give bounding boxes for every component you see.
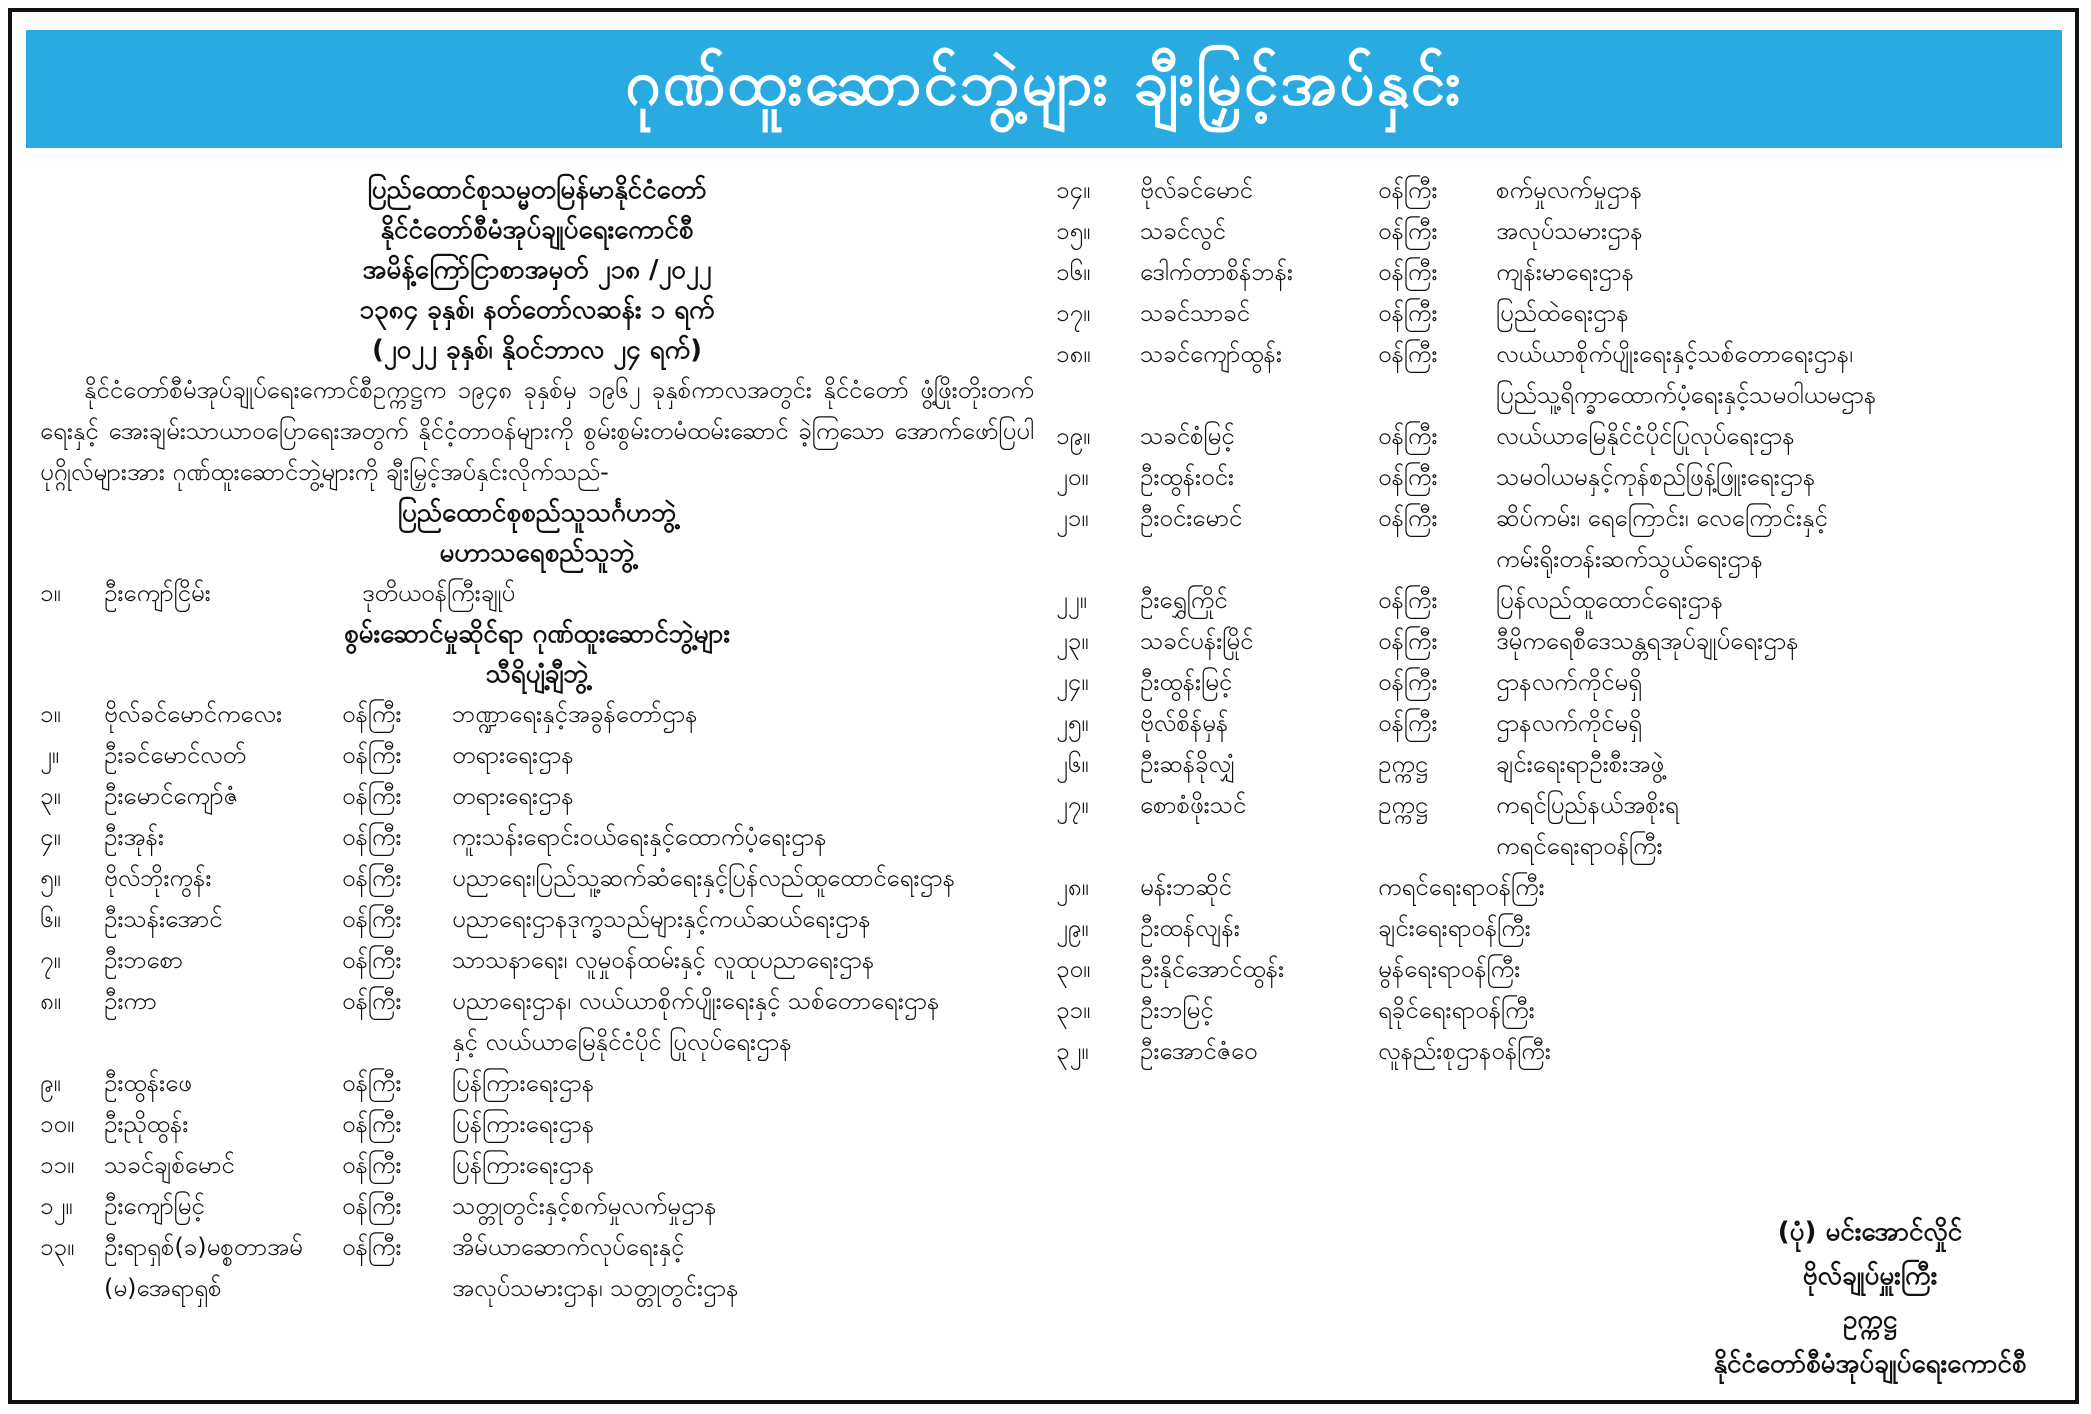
item-number: ၁၅။ [1056, 217, 1091, 245]
item-number: ၂၆။ [1056, 750, 1089, 778]
item-rank: ဝန်ကြီး [342, 741, 402, 769]
item-number: ၂၁။ [1056, 504, 1089, 532]
item-rank: ဝန်ကြီး [342, 946, 402, 974]
item-number: ၁၆။ [1056, 258, 1091, 286]
item-portfolio: ကူးသန်းရောင်းဝယ်ရေးနှင့်ထောက်ပံ့ရေးဌာန [452, 823, 827, 851]
item-portfolio-continuation: ကမ်းရိုးတန်းဆက်သွယ်ရေးဌာန [1496, 545, 1763, 573]
list-item [32, 1063, 1042, 1104]
item-rank: ဝန်ကြီး [1378, 422, 1438, 450]
item-portfolio: ပြန်ကြားရေးဌာန [452, 1151, 595, 1179]
list-item [1048, 867, 2058, 908]
item-portfolio: လူနည်းစုဌာနဝန်ကြီး [1378, 1037, 1551, 1065]
header-line: ၁၃၈၄ ခုနှစ်၊ နတ်တော်လဆန်း ၁ ရက် [359, 295, 715, 325]
item-portfolio: သမဝါယမနှင့်ကုန်စည်ဖြန့်ဖြူးရေးဌာန [1496, 463, 1816, 491]
item-portfolio: တရားရေးဌာန [452, 782, 574, 810]
item-portfolio: ပြန်ကြားရေးဌာန [452, 1069, 595, 1097]
item-portfolio: ပြည်ထဲရေးဌာန [1496, 299, 1629, 327]
item-rank: ဥက္ကဋ္ဌ [1378, 750, 1428, 778]
list-item [32, 735, 1042, 776]
item-name: မန်းဘဆိုင် [1140, 873, 1232, 901]
section2-subheading: သီရိပျံ့ချီဘွဲ့ [485, 659, 589, 689]
item-number: ၂၂။ [1056, 586, 1087, 614]
item-number: ၈။ [40, 987, 61, 1015]
item-number: ၁။ [40, 700, 61, 728]
item-name: ဦးရွှေကြိုင် [1140, 586, 1228, 614]
item-portfolio: ကရင်ရေးရာဝန်ကြီး [1378, 873, 1545, 901]
item-rank: ဝန်ကြီး [1378, 258, 1438, 286]
item-portfolio-continuation: ကရင်ရေးရာဝန်ကြီး [1496, 832, 1663, 860]
item-portfolio: မွန်ရေးရာဝန်ကြီး [1378, 955, 1521, 983]
item-number: ၁၃။ [40, 1233, 75, 1261]
item-name: ဦးဆန်ခိုလျှံ [1140, 750, 1236, 778]
item-name: သခင်ပန်းမြိုင် [1140, 627, 1254, 655]
item-name: ဦးနိုင်အောင်ထွန်း [1140, 955, 1285, 983]
item-portfolio: လယ်ယာစိုက်ပျိုးရေးနှင့်သစ်တောရေးဌာန၊ [1496, 340, 1853, 368]
item-rank: ဝန်ကြီး [342, 864, 402, 892]
list-item [32, 1227, 1042, 1268]
item-portfolio: ဘဏ္ဍာရေးနှင့်အခွန်တော်ဌာန [452, 700, 698, 728]
item-name: ဗိုလ်ခင်မောင် [1140, 176, 1253, 204]
list-item [1048, 498, 2058, 539]
item-rank: ဝန်ကြီး [342, 987, 402, 1015]
item-portfolio: ချင်းရေးရာဦးစီးအဖွဲ့ [1496, 750, 1664, 778]
item-name: ဦးထွန်းဝင်း [1140, 463, 1235, 491]
list-item [1048, 662, 2058, 703]
item-rank: ဝန်ကြီး [1378, 176, 1438, 204]
list-item [32, 858, 1042, 899]
item-name: ဦးခင်မောင်လတ် [104, 741, 247, 769]
header-line: နိုင်ငံတော်စီမံအုပ်ချုပ်ရေးကောင်စီ [380, 215, 694, 245]
item-portfolio: အိမ်ယာဆောက်လုပ်ရေးနှင့် [452, 1233, 685, 1261]
item-portfolio: စက်မှုလက်မှုဌာန [1496, 176, 1642, 204]
list-item [1048, 744, 2058, 785]
item-portfolio: တရားရေးဌာန [452, 741, 574, 769]
item-rank: ဝန်ကြီး [342, 1151, 402, 1179]
item-name: ဦးညိုထွန်း [104, 1110, 189, 1138]
item-portfolio: ကျန်းမာရေးဌာန [1496, 258, 1634, 286]
item-rank: ဝန်ကြီး [342, 1233, 402, 1261]
item-name: စောစံဖိုးသင် [1140, 791, 1247, 819]
item-rank: ဝန်ကြီး [1378, 586, 1438, 614]
item-name: ဗိုလ်ခင်မောင်ကလေး [104, 700, 283, 728]
item-portfolio: ဌာနလက်ကိုင်မရှိ [1496, 709, 1642, 737]
item-name: ဦးကာ [104, 987, 157, 1015]
list-item [32, 694, 1042, 735]
list-item [1048, 457, 2058, 498]
item-name: ဦးသန်းအောင် [104, 905, 223, 933]
list-item [32, 1104, 1042, 1145]
item-portfolio: ပြန်ကြားရေးဌာန [452, 1110, 595, 1138]
item-number: ၉။ [40, 1069, 61, 1097]
item-rank: ဥက္ကဋ္ဌ [1378, 791, 1428, 819]
item-number: ၄။ [40, 823, 61, 851]
item-portfolio: ဌာနလက်ကိုင်မရှိ [1496, 668, 1642, 696]
item-number: ၂၃။ [1056, 627, 1089, 655]
header-line: (၂၀၂၂ ခုနှစ်၊ နိုဝင်ဘာလ ၂၄ ရက်) [371, 335, 703, 365]
item-name: ဗိုလ်စိန်မှန် [1140, 709, 1229, 737]
signature-block [1700, 1210, 2040, 1386]
header-line: ပြည်ထောင်စုသမ္မတမြန်မာနိုင်ငံတော် [367, 175, 707, 205]
list-item [1048, 293, 2058, 334]
list-item [32, 981, 1042, 1022]
item-number: ၁၁။ [40, 1151, 75, 1179]
item-rank: ဝန်ကြီး [342, 823, 402, 851]
list-item [1048, 580, 2058, 621]
list-item [1048, 170, 2058, 211]
item-name: ဒေါက်တာစိန်ဘန်း [1140, 258, 1294, 286]
item-number: ၁။ [40, 579, 61, 607]
list-item [1048, 990, 2058, 1031]
item-portfolio: ပြန်လည်ထူထောင်ရေးဌာန [1496, 586, 1723, 614]
right-list [1048, 170, 2058, 1072]
item-portfolio-continuation: နှင့် လယ်ယာမြေနိုင်ငံပိုင် ပြုလုပ်ရေးဌာန [452, 1028, 792, 1056]
item-number: ၁၈။ [1056, 340, 1091, 368]
item-rank: ဝန်ကြီး [1378, 463, 1438, 491]
item-number: ၇။ [40, 946, 61, 974]
item-rank: ဝန်ကြီး [1378, 299, 1438, 327]
section1-subheading: မဟာသရေစည်သူဘွဲ့ [439, 538, 635, 568]
item-name: သခင်စံမြင့် [1140, 422, 1235, 450]
list-item [32, 1145, 1042, 1186]
item-rank: ဝန်ကြီး [1378, 709, 1438, 737]
section1-heading: ပြည်ထောင်စုစည်သူသင်္ဂဟဘွဲ့ [397, 498, 677, 528]
item-name: ဦးကျော်ငြိမ်း [104, 579, 211, 607]
list-item [1048, 785, 2058, 826]
item-number: ၃၂။ [1056, 1037, 1089, 1065]
item-name: ဦးအုန်း [104, 823, 164, 851]
header-line: အမိန့်ကြော်ငြာစာအမှတ် ၂၁၈ /၂၀၂၂ [362, 255, 712, 285]
page-title: ဂုဏ်ထူးဆောင်ဘွဲ့များ ချီးမြှင့်အပ်နှင်း [625, 45, 1463, 119]
item-rank: ဝန်ကြီး [1378, 217, 1438, 245]
item-name: ဦးအောင်ဇံဝေ [1140, 1037, 1258, 1065]
item-portfolio: ပညာရေးဌာနဒုက္ခသည်များနှင့်ကယ်ဆယ်ရေးဌာန [452, 905, 871, 933]
item-name: ဦးထွန်းဖေ [104, 1069, 192, 1097]
item-name: ဦးမောင်ကျော်ဇံ [104, 782, 238, 810]
item-name-continuation: (မ)အေရာရှစ် [104, 1274, 222, 1302]
list-item [1048, 416, 2058, 457]
item-name: ဦးရာရှစ်(ခ)မစ္စတာအမ် [104, 1233, 303, 1261]
item-portfolio: လယ်ယာမြေနိုင်ငံပိုင်ပြုလုပ်ရေးဌာန [1496, 422, 1795, 450]
signature-line: (ပုံ) မင်းအောင်လှိုင် [1777, 1217, 1963, 1247]
list-item [1048, 1031, 2058, 1072]
item-rank: ဝန်ကြီး [342, 1110, 402, 1138]
list-item-continuation [1048, 539, 2058, 580]
item-portfolio: သတ္တုတွင်းနှင့်စက်မှုလက်မှုဌာန [452, 1192, 717, 1220]
item-portfolio-continuation: အလုပ်သမားဌာန၊ သတ္တုတွင်းဌာန [452, 1274, 739, 1302]
item-name: ဦးဝင်းမောင် [1140, 504, 1243, 532]
item-name: ဦးဘစော [104, 946, 183, 974]
list-item [1048, 949, 2058, 990]
item-number: ၁၄။ [1056, 176, 1091, 204]
item-number: ၃။ [40, 782, 61, 810]
list-item [1048, 908, 2058, 949]
item-portfolio: သာသနာရေး၊ လူမှုဝန်ထမ်းနှင့် လူထုပညာရေးဌာန [452, 946, 875, 974]
item-number: ၁၂။ [40, 1192, 73, 1220]
item-rank: ဝန်ကြီး [342, 1192, 402, 1220]
list-item [1048, 703, 2058, 744]
list-item [32, 899, 1042, 940]
item-number: ၁၇။ [1056, 299, 1091, 327]
item-number: ၃၀။ [1056, 955, 1091, 983]
item-portfolio: ဆိပ်ကမ်း၊ ရေကြောင်း၊ လေကြောင်းနှင့် [1496, 504, 1828, 532]
item-number: ၂၉။ [1056, 914, 1089, 942]
item-number: ၂၇။ [1056, 791, 1089, 819]
section2-heading: စွမ်းဆောင်မှုဆိုင်ရာ ဂုဏ်ထူးဆောင်ဘွဲ့များ [344, 619, 730, 649]
signature-line: ဗိုလ်ချုပ်မှူးကြီး [1802, 1261, 1938, 1291]
item-name: သခင်လွင် [1140, 217, 1226, 245]
item-portfolio: အလုပ်သမားဌာန [1496, 217, 1643, 245]
item-number: ၅။ [40, 864, 61, 892]
item-name: ဦးကျော်မြင့် [104, 1192, 205, 1220]
item-name: သခင်သာခင် [1140, 299, 1250, 327]
item-rank: ဝန်ကြီး [342, 700, 402, 728]
item-number: ၆။ [40, 905, 61, 933]
item-number: ၂၄။ [1056, 668, 1089, 696]
item-name: ဗိုလ်ဘိုးကွန်း [104, 864, 212, 892]
item-name: သခင်ကျော်ထွန်း [1140, 340, 1282, 368]
title-banner [26, 30, 2062, 148]
list-item [1048, 211, 2058, 252]
list-item-continuation [32, 1022, 1042, 1063]
list-item-continuation [1048, 826, 2058, 867]
signature-line: ဥက္ကဋ္ဌ [1843, 1305, 1897, 1335]
list-item [32, 817, 1042, 858]
list-item-continuation [32, 1268, 1042, 1309]
left-list [32, 694, 1042, 1309]
item-portfolio: ဒီမိုကရေစီဒေသန္တရအုပ်ချုပ်ရေးဌာန [1496, 627, 1799, 655]
list-item-continuation [1048, 375, 2058, 416]
item-name: သခင်ချစ်မောင် [104, 1151, 235, 1179]
signature-line: နိုင်ငံတော်စီမံအုပ်ချုပ်ရေးကောင်စီ [1713, 1349, 2027, 1379]
list-item [32, 940, 1042, 981]
item-portfolio: ပညာရေး၊ပြည်သူ့ဆက်ဆံရေးနှင့်ပြန်လည်ထူထောင်ရေးဌာန [452, 864, 956, 892]
item-portfolio: ရခိုင်ရေးရာဝန်ကြီး [1378, 996, 1535, 1024]
item-portfolio: ကရင်ပြည်နယ်အစိုးရ [1496, 791, 1679, 819]
item-portfolio: ချင်းရေးရာဝန်ကြီး [1378, 914, 1531, 942]
item-rank: ဝန်ကြီး [342, 782, 402, 810]
item-number: ၂၀။ [1056, 463, 1089, 491]
item-number: ၂၅။ [1056, 709, 1089, 737]
item-name: ဦးထွန်းမြင့် [1140, 668, 1233, 696]
item-rank: ဝန်ကြီး [1378, 504, 1438, 532]
item-position: ဒုတိယဝန်ကြီးချုပ် [362, 579, 516, 607]
item-number: ၃၁။ [1056, 996, 1091, 1024]
list-item [1048, 621, 2058, 662]
item-rank: ဝန်ကြီး [1378, 668, 1438, 696]
list-item [32, 776, 1042, 817]
item-number: ၁၉။ [1056, 422, 1091, 450]
item-number: ၁၀။ [40, 1110, 75, 1138]
item-number: ၂၈။ [1056, 873, 1089, 901]
list-item [32, 573, 1042, 614]
item-portfolio-continuation: ပြည်သူ့ရိက္ခာထောက်ပံ့ရေးနှင့်သမဝါယမဌာန [1496, 381, 1877, 409]
item-name: ဦးဘမြင့် [1140, 996, 1214, 1024]
list-item [1048, 334, 2058, 375]
left-column [32, 170, 1042, 1309]
item-name: ဦးထန်လျန်း [1140, 914, 1240, 942]
item-rank: ဝန်ကြီး [1378, 340, 1438, 368]
item-rank: ဝန်ကြီး [342, 1069, 402, 1097]
intro-paragraph: နိုင်ငံတော်စီမံအုပ်ချုပ်ရေးကောင်စီဥက္ကဋ္ဌက ၁၉၄၈ ခုနှစ်မှ ၁၉၆၂ ခုနှစ်ကာလအတွင်း နိုင်ငံတော် ဖွံ့ဖြိုးတိုးတက်ရေးနှင့် အေးချမ်းသာယာဝပြောရေးအတွက် နိုင်ငံ့တာဝန်များကို စွမ်းစွမ်းတမံထမ်းဆောင် ခဲ့ကြသော အောက်ဖော်ပြပါပုဂ္ဂိုလ်များအား ဂုဏ်ထူးဆောင်ဘွဲ့များကို ချီးမြှင့်အပ်နှင်းလိုက်သည်- [40, 376, 1034, 486]
list-item [32, 1186, 1042, 1227]
list-item [1048, 252, 2058, 293]
item-rank: ဝန်ကြီး [342, 905, 402, 933]
right-column [1048, 170, 2058, 1072]
item-rank: ဝန်ကြီး [1378, 627, 1438, 655]
item-number: ၂။ [40, 741, 60, 769]
item-portfolio: ပညာရေးဌာန၊ လယ်ယာစိုက်ပျိုးရေးနှင့် သစ်တောရေးဌာန [452, 987, 940, 1015]
